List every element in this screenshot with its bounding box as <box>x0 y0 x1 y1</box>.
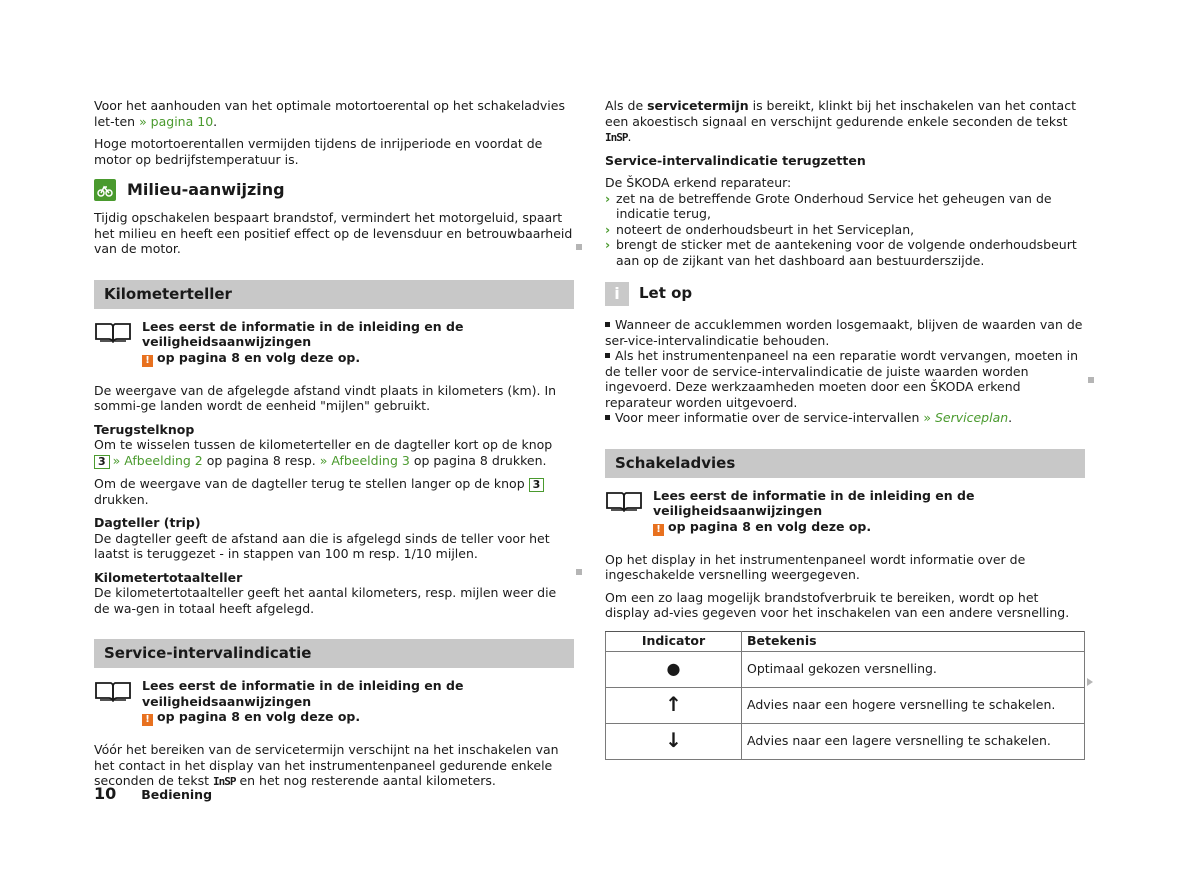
meaning-cell: Optimaal gekozen versnelling. <box>742 651 1085 687</box>
button-number-box: 3 <box>94 455 110 469</box>
read-first-notice: Lees eerst de informatie in de inleiding en de veiligheidsaanwijzingen ! op pagina 8 en volg deze op. <box>94 319 574 367</box>
section-name: Bediening <box>141 787 213 802</box>
right-column <box>605 98 1085 760</box>
page-link[interactable]: op pagina 8 en volg deze op. <box>157 349 361 365</box>
paragraph: Op het display in het instrumentenpaneel wordt informatie over de ingeschakelde versnelling weergegeven. <box>605 551 1026 582</box>
table-row <box>606 723 1085 759</box>
page-link[interactable]: op pagina 8 en volg deze op. <box>668 518 872 534</box>
section-title-schakeladvies: Schakeladvies <box>605 449 1085 478</box>
page-number: 10 <box>94 784 117 803</box>
dot-indicator-icon: ● <box>606 651 742 687</box>
arrow-up-icon: ↑ <box>606 687 742 723</box>
read-first-notice: Lees eerst de informatie in de inleiding en de veiligheidsaanwijzingen ! op pagina 8 en volg deze op. <box>605 488 1085 536</box>
page-footer <box>94 786 212 803</box>
book-icon <box>94 321 132 343</box>
note-item: Voor meer informatie over de service-intervallen » Serviceplan. <box>605 410 1085 426</box>
figure-link[interactable]: » Afbeelding 2 <box>112 452 203 468</box>
end-marker <box>576 569 582 575</box>
paragraph: Vóór het bereiken van de servicetermijn verschijnt na het inschakelen van het contact in het display van het instrumentenpaneel gedurende enkele seconden de tekst InSP en het nog resterende aantal kilometers. <box>94 742 559 788</box>
paragraph: Hoge motortoerentallen vermijden tijdens de inrijperiode en voordat de motor op bedrijfstemperatuur is. <box>94 136 543 167</box>
note-header <box>605 282 1085 306</box>
subheading: Terugstelknop <box>94 421 195 437</box>
page-link[interactable]: op pagina 8 en volg deze op. <box>157 709 361 724</box>
paragraph: Als de servicetermijn is bereikt, klinkt bij het inschakelen van het contact een akoestisch signaal en verschijnt gedurende enkele seconden de tekst InSP. <box>605 98 1076 144</box>
book-icon <box>94 680 132 702</box>
paragraph: De weergave van de afgelegde afstand vindt plaats in kilometers (km). In sommi-ge landen wordt de eenheid "mijlen" gebruikt. <box>94 382 557 413</box>
environment-icon <box>94 179 116 201</box>
column-header-meaning: Betekenis <box>742 631 1085 651</box>
warning-icon: ! <box>653 524 664 536</box>
note-title: Let op <box>639 284 693 303</box>
arrow-down-icon: ↓ <box>606 723 742 759</box>
read-first-notice: Lees eerst de informatie in de inleiding en de veiligheidsaanwijzingen ! op pagina 8 en volg deze op. <box>94 678 574 726</box>
left-column <box>94 98 574 797</box>
table-row <box>606 687 1085 723</box>
note-item: Wanneer de accuklemmen worden losgemaakt, blijven de waarden van de ser-vice-intervalindicatie behouden. <box>605 317 1083 348</box>
section-title-kilometerteller: Kilometerteller <box>94 280 574 309</box>
section-title-service-interval: Service-intervalindicatie <box>94 639 574 668</box>
list-item: › brengt de sticker met de aantekening voor de volgende onderhoudsbeurt aan op de zijkant van het dashboard aan bestuurderszijde. <box>605 237 1077 268</box>
note-item: Als het instrumentenpaneel na een reparatie wordt vervangen, moeten in de teller voor de service-intervalindicatie de juiste waarden worden ingevoerd. Deze werkzaamheden moeten door een ŠKODA erkend reparateur worden uitgevoerd. <box>605 348 1079 410</box>
list-item: › noteert de onderhoudsbeurt in het Serviceplan, <box>605 221 915 237</box>
paragraph: Om een zo laag mogelijk brandstofverbruik te bereiken, wordt op het display ad-vies gegeven voor het inschakelen van een andere versnelling. <box>605 589 1070 620</box>
book-icon <box>605 490 643 512</box>
serviceplan-link[interactable]: » Serviceplan <box>923 410 1009 425</box>
warning-icon: ! <box>142 714 153 726</box>
meaning-cell: Advies naar een hogere versnelling te schakelen. <box>742 687 1085 723</box>
paragraph: Voor het aanhouden van het optimale motortoerental op het schakeladvies let-ten » pagina 10. <box>94 98 565 129</box>
paragraph: Om te wisselen tussen de kilometerteller en de dagteller kort op de knop 3 » Afbeelding 2 op pagina 8 resp. » Afbeelding 3 op pagina 8 drukken. <box>94 437 553 468</box>
paragraph: De kilometertotaalteller geeft het aantal kilometers, resp. mijlen weer die de wa-gen in totaal heeft afgelegd. <box>94 585 557 616</box>
subheading: Service-intervalindicatie terugzetten <box>605 152 866 168</box>
environment-note-title: Milieu-aanwijzing <box>127 180 285 200</box>
table-row <box>606 651 1085 687</box>
table-header-row <box>606 631 1085 651</box>
shift-indicator-table <box>605 631 1085 760</box>
subheading: Dagteller (trip) <box>94 515 201 530</box>
continue-arrow-icon <box>1087 678 1093 686</box>
info-icon: i <box>605 282 629 306</box>
button-number-box: 3 <box>529 478 545 492</box>
paragraph: De ŠKODA erkend reparateur: <box>605 175 792 190</box>
display-code: InSP <box>212 775 236 788</box>
figure-link[interactable]: » Afbeelding 3 <box>319 452 410 468</box>
environment-note-header <box>94 179 574 201</box>
environment-note-text: Tijdig opschakelen bespaart brandstof, vermindert het motorgeluid, spaart het milieu en heeft een positief effect op de levensduur en betrouwbaarheid van de motor. <box>94 210 573 256</box>
paragraph: De dagteller geeft de afstand aan die is afgelegd sinds de teller voor het laatst is teruggezet - in stappen van 100 m resp. 1/10 mijlen. <box>94 530 550 561</box>
display-code: InSP <box>605 131 628 144</box>
warning-icon: ! <box>142 355 153 367</box>
column-header-indicator: Indicator <box>606 631 742 651</box>
meaning-cell: Advies naar een lagere versnelling te schakelen. <box>742 723 1085 759</box>
paragraph: Om de weergave van de dagteller terug te stellen langer op de knop 3 drukken. <box>94 476 574 508</box>
end-marker <box>1088 377 1094 383</box>
page-link[interactable]: » pagina 10 <box>139 113 214 129</box>
end-marker <box>576 244 582 250</box>
subheading: Kilometertotaalteller <box>94 569 243 585</box>
list-item: › zet na de betreffende Grote Onderhoud Service het geheugen van de indicatie terug, <box>605 190 1052 221</box>
